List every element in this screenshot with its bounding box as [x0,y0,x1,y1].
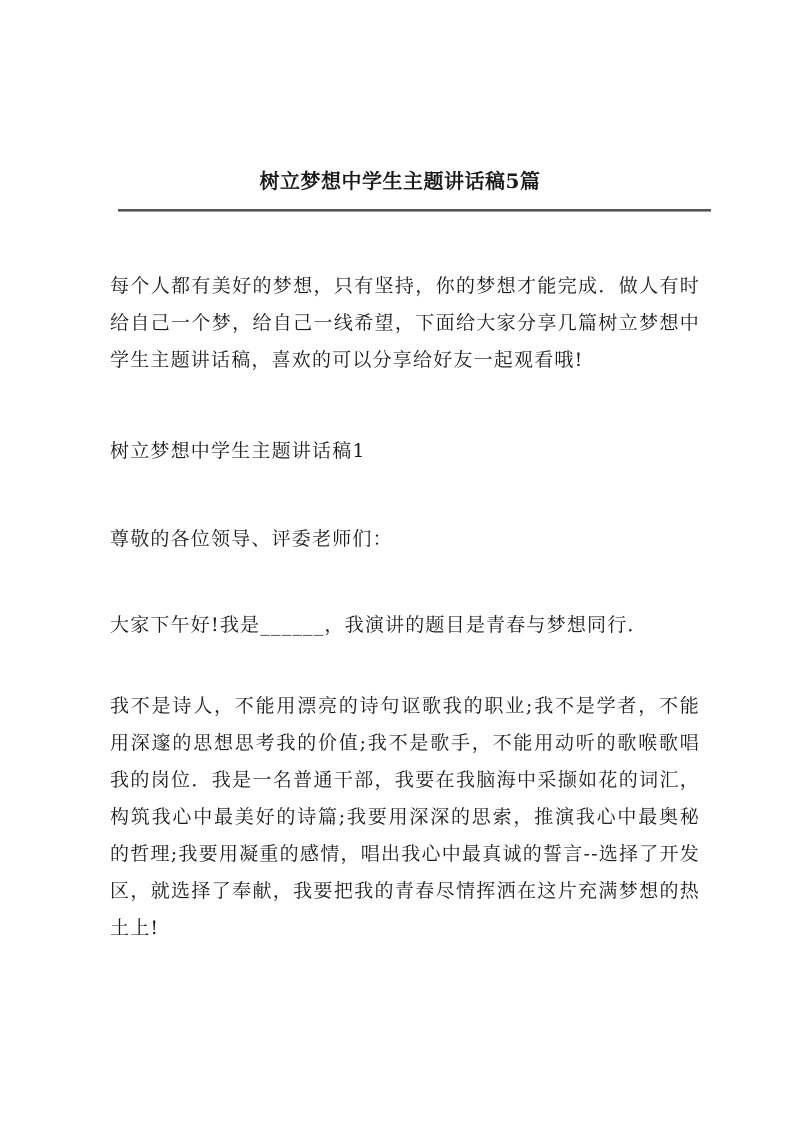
document-title: 树立梦想中学生主题讲话稿5篇 [259,169,541,193]
greeting-line: 大家下午好!我是______，我演讲的题目是青春与梦想同行． [110,614,648,636]
section-heading: 树立梦想中学生主题讲话稿1 [110,440,366,462]
salutation: 尊敬的各位领导、评委老师们： [110,528,393,550]
intro-paragraph: 每个人都有美好的梦想，只有坚持，你的梦想才能完成．做人有时给自己一个梦，给自己一线希望，下面给大家分享几篇树立梦想中学生主题讲话稿，喜欢的可以分享给好友一起观看哦! [110,275,700,371]
body-paragraph: 我不是诗人，不能用漂亮的诗句讴歌我的职业;我不是学者，不能用深邃的思想思考我的价值;我不是歌手，不能用动听的歌喉歌唱我的岗位．我是一名普通干部，我要在我脑海中采撷如花的词汇，构筑我心中最美好的诗篇;我要用深深的思索，推演我心中最奥秘的哲理;我要用凝重的感情，唱出我心中最真诚的誓言--选择了开发区，就选择了奉献，我要把我的青春尽情挥洒在这片充满梦想的热土上! [110,695,700,939]
title-divider [118,209,711,212]
